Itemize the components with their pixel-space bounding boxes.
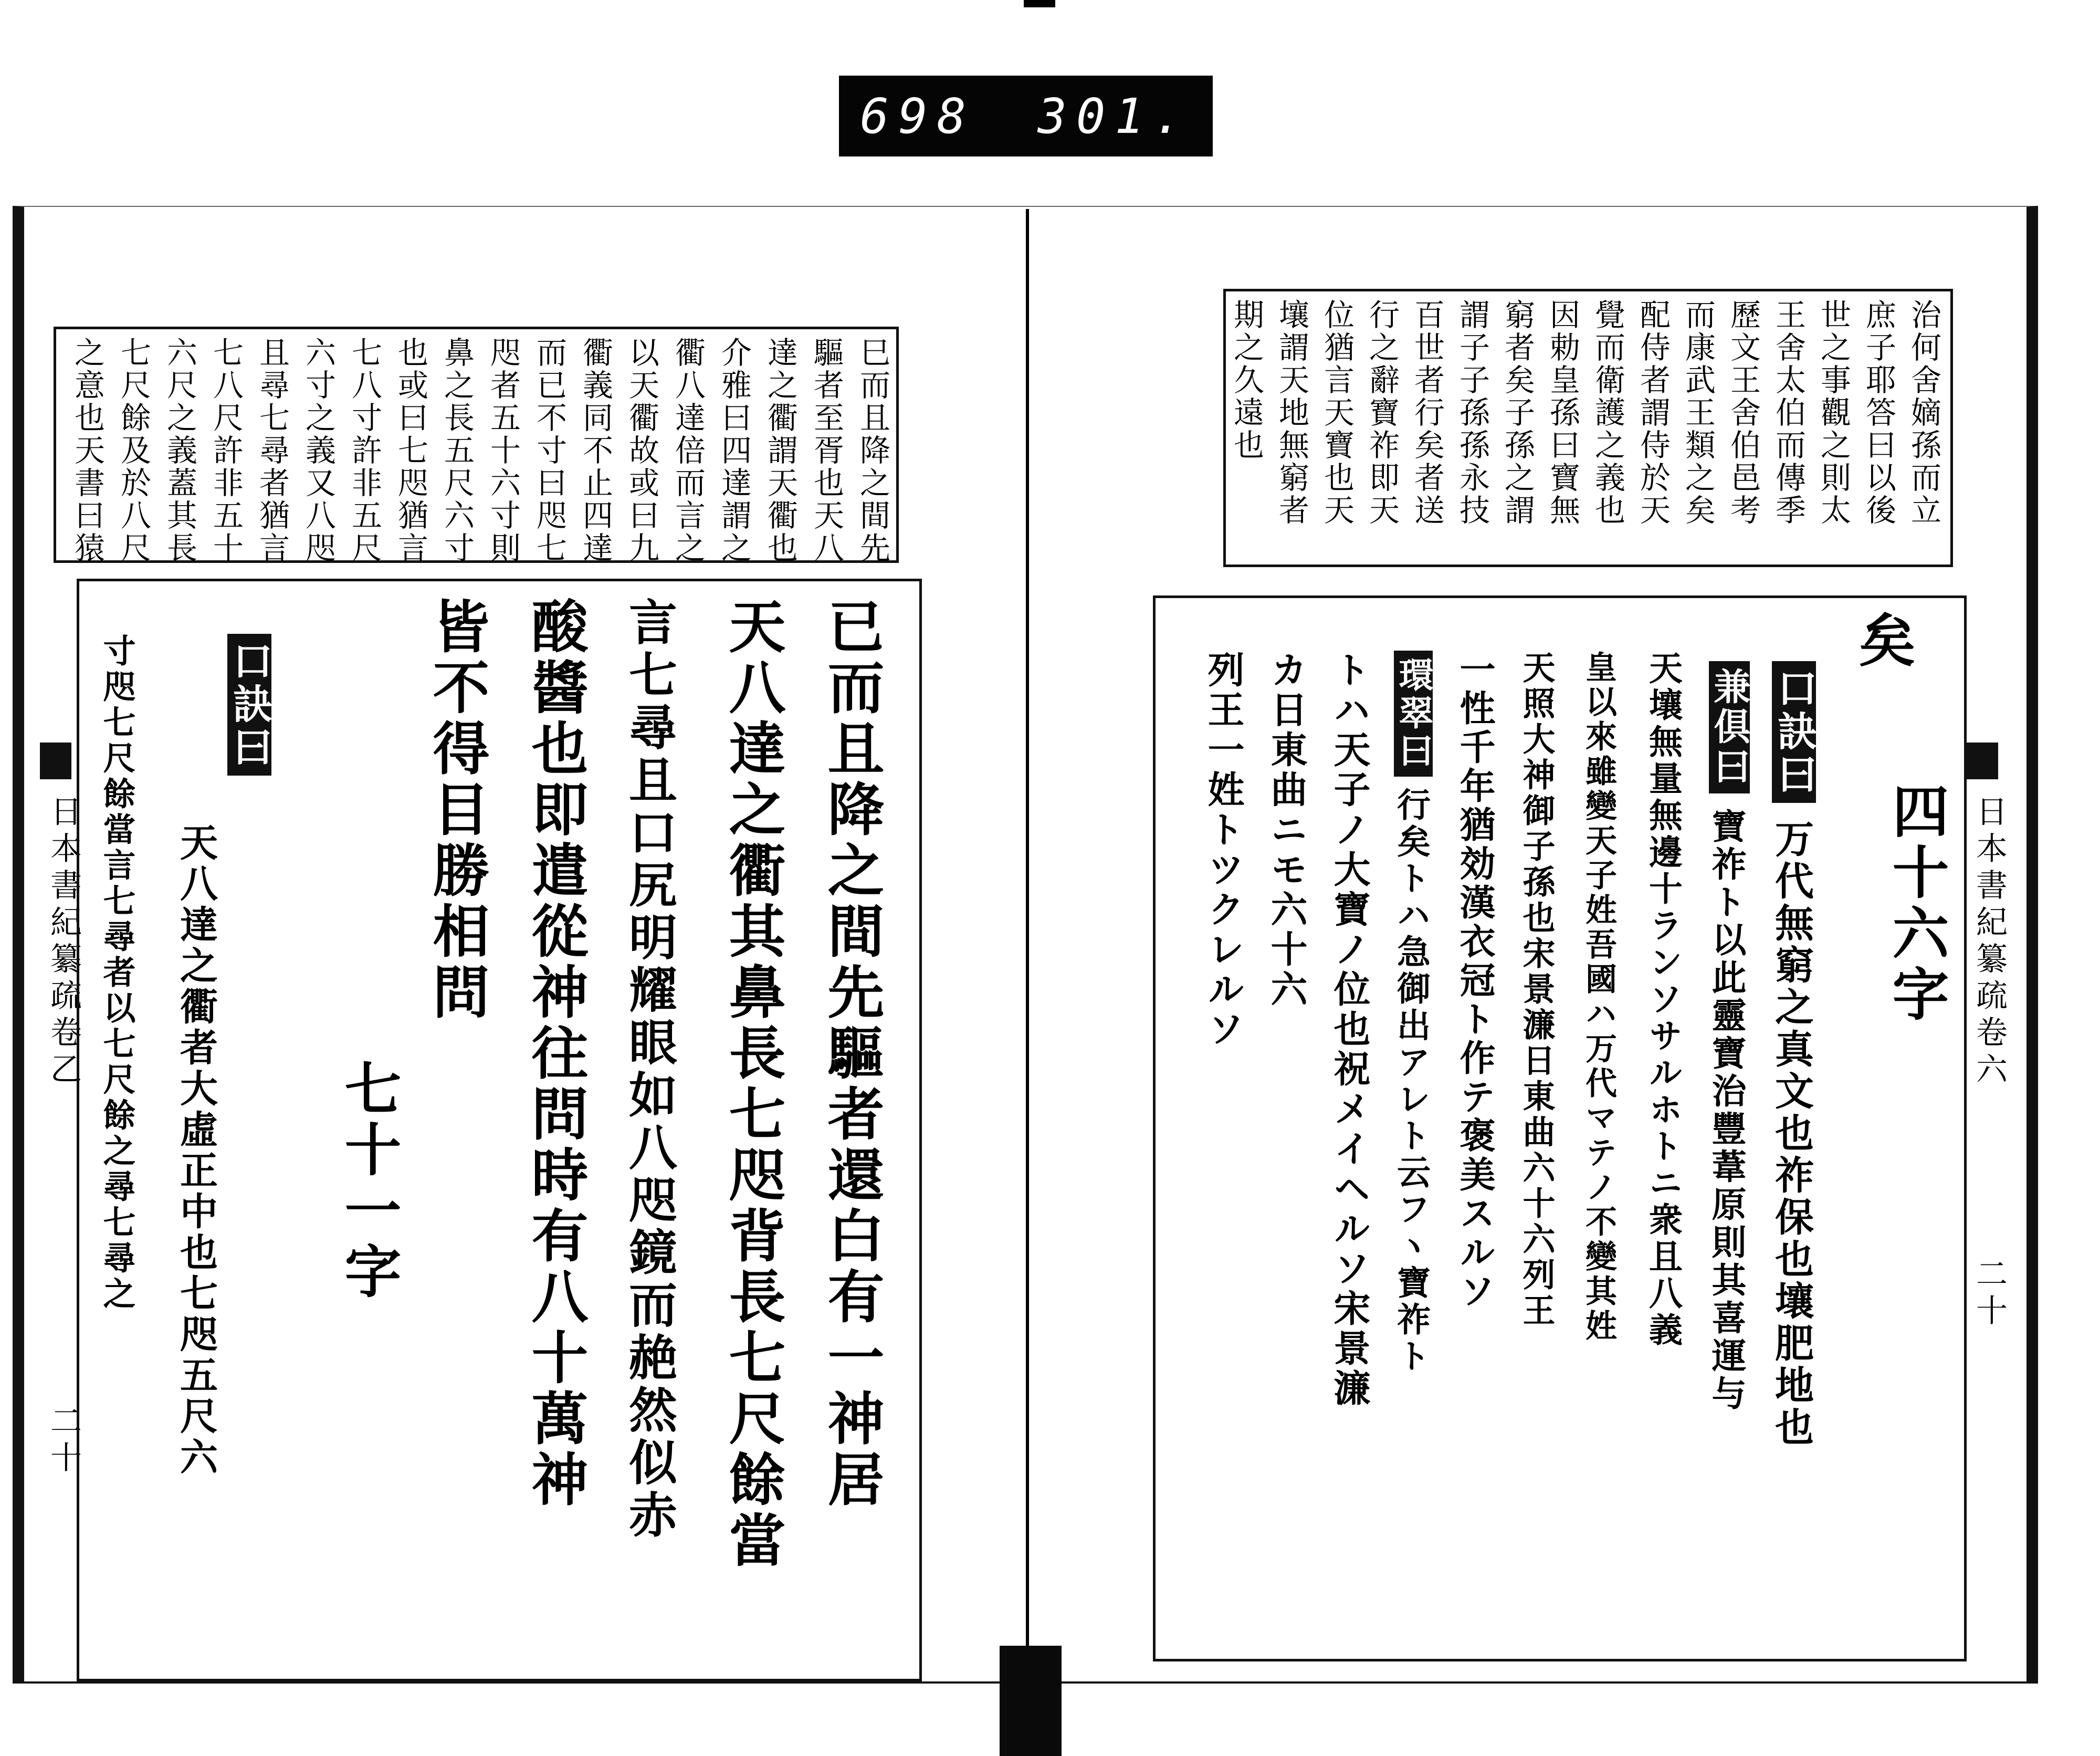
commentary-column: 配侍者謂侍於天 (1635, 299, 1671, 527)
right-commentary-block (1223, 289, 1953, 567)
commentary-column: 治何舍嫡孫而立 (1906, 299, 1941, 527)
commentary-column: 咫者五十六寸則 (485, 337, 521, 565)
kuketsu-column: カ日東曲ニモ六十六 (1265, 651, 1308, 1010)
commentary-column: 因勅皇孫曰寶無 (1545, 299, 1580, 527)
heading-character: 矣 (1849, 611, 1915, 672)
kuketsu-label: 口訣曰 (1772, 661, 1816, 803)
kuketsu-column: 行矣トハ急御出アレト云フヽ寶祚ト (1391, 787, 1431, 1375)
commentary-column: 而已不寸曰咫七 (531, 337, 567, 565)
commentary-column: 世之事觀之則太 (1815, 299, 1851, 527)
commentary-column: 鼻之長五尺六寸 (439, 337, 475, 565)
main-text-column: 天八達之衢其鼻長七咫背長七尺餘當 (719, 597, 785, 1572)
commentary-column: 也或曰七咫猶言 (393, 337, 428, 565)
commentary-column: 六寸之義又八咫 (300, 337, 336, 565)
commentary-column: 衢八達倍而言之 (670, 337, 706, 565)
frame-number: 301. (1037, 88, 1192, 144)
commentary-column: 六尺之義蓋其長 (162, 337, 197, 565)
right-page (1029, 206, 2038, 1684)
sub-label-kansui: 環翠曰 (1394, 651, 1433, 777)
commentary-column: 以天衢故或曰九 (624, 337, 659, 565)
sub-label-kanetomo: 兼俱曰 (1709, 661, 1750, 793)
kuketsu-label: 口訣曰 (227, 634, 271, 776)
kuketsu-column: 皇以來雖變天子姓吾國ハ万代マテノ不變其姓 (1580, 651, 1617, 1344)
commentary-column: 衢義同不止四達 (578, 337, 613, 565)
left-spine-title: 日本書紀纂疏卷乙 (45, 795, 82, 1089)
main-text-column: 皆不得目勝相問 (423, 597, 489, 1023)
left-folio: 二十 (45, 1404, 82, 1478)
character-count: 四十六字 (1883, 782, 1949, 1026)
kuketsu-column: 万代無窮之真文也祚保也壤肥地也 (1769, 819, 1814, 1449)
commentary-column: 窮者矣子孫之謂 (1499, 299, 1535, 527)
commentary-column: 王舍太伯而傳季 (1770, 299, 1806, 527)
main-text-column: 酸醬也即遣從神往問時有八十萬神 (522, 597, 588, 1511)
right-spine-title: 日本書紀纂疏卷六 (1971, 795, 2008, 1089)
main-text-column: 言七尋且口尻明耀眼如八咫鏡而赩然似赤 (621, 597, 678, 1542)
left-main-text-block (77, 579, 922, 1681)
commentary-column: 庶子耶答曰以後 (1861, 299, 1896, 527)
kuketsu-column: 天壤無量無邊十ランソサルホトニ衆且八義 (1643, 651, 1683, 1349)
commentary-column: 而康武王類之矣 (1680, 299, 1716, 527)
commentary-column: 歷文王舍伯邑考 (1725, 299, 1761, 527)
commentary-column: 驅者至胥也天八 (808, 337, 844, 565)
commentary-column: 百世者行矣者送 (1409, 299, 1445, 527)
kuketsu-column: 一性千年猶効漢衣冠ト作テ褒美スルソ (1454, 651, 1496, 1311)
commentary-column: 且尋七尋者猶言 (254, 337, 290, 565)
kuketsu-column: 列王一姓トツクレルソ (1202, 651, 1245, 1050)
commentary-column: 行之辭寶祚即天 (1364, 299, 1400, 527)
spine-tab-icon (1967, 743, 1998, 779)
commentary-column: 七八尺許非五十 (208, 337, 244, 565)
commentary-column: 期之久遠也 (1228, 299, 1264, 462)
right-main-text-block (1153, 595, 1967, 1661)
kuketsu-column: 寶祚ト以此靈寶治豐葦原則其喜運与 (1706, 808, 1747, 1413)
right-folio: 二十 (1971, 1257, 2008, 1331)
kuketsu-column: 寸咫七尺餘當言七尋者以七尺餘之尋七尋之 (98, 634, 136, 1312)
kuketsu-column: トハ天子ノ大寶ノ位也祝メイヘルソ宋景濂 (1328, 651, 1371, 1409)
commentary-column: 七八寸許非五尺 (346, 337, 382, 565)
commentary-column: 覺而衛護之義也 (1590, 299, 1625, 527)
commentary-column: 謂子子孫孫永技 (1454, 299, 1490, 527)
commentary-column: 位猶言天寶也天 (1319, 299, 1354, 527)
reel-number: 698 (860, 88, 976, 144)
commentary-column: 介雅曰四達謂之 (716, 337, 752, 565)
commentary-column: 之意也天書曰猿 (69, 337, 105, 565)
commentary-column: 七尺餘及於八尺 (116, 337, 151, 565)
kuketsu-column: 天八達之衢者大虛正中也七咫五尺六 (174, 823, 218, 1478)
commentary-column: 壤謂天地無窮者 (1274, 299, 1309, 527)
commentary-column: 達之衢謂天衢也 (762, 337, 798, 565)
main-text-column: 已而且降之間先驅者還白有一神居 (818, 597, 884, 1511)
character-count: 七十一字 (335, 1059, 401, 1303)
microfilm-label (839, 76, 1213, 156)
spine-tab-icon (40, 743, 71, 779)
left-commentary-block (54, 327, 899, 563)
commentary-column: 巳而且降之間先 (855, 337, 890, 565)
left-page (13, 206, 1041, 1684)
gutter-bottom-block (1000, 1646, 1062, 1756)
kuketsu-column: 天照大神御子孫也宋景濂日東曲六十六列王 (1517, 651, 1556, 1329)
top-edge-mark (1024, 0, 1055, 7)
